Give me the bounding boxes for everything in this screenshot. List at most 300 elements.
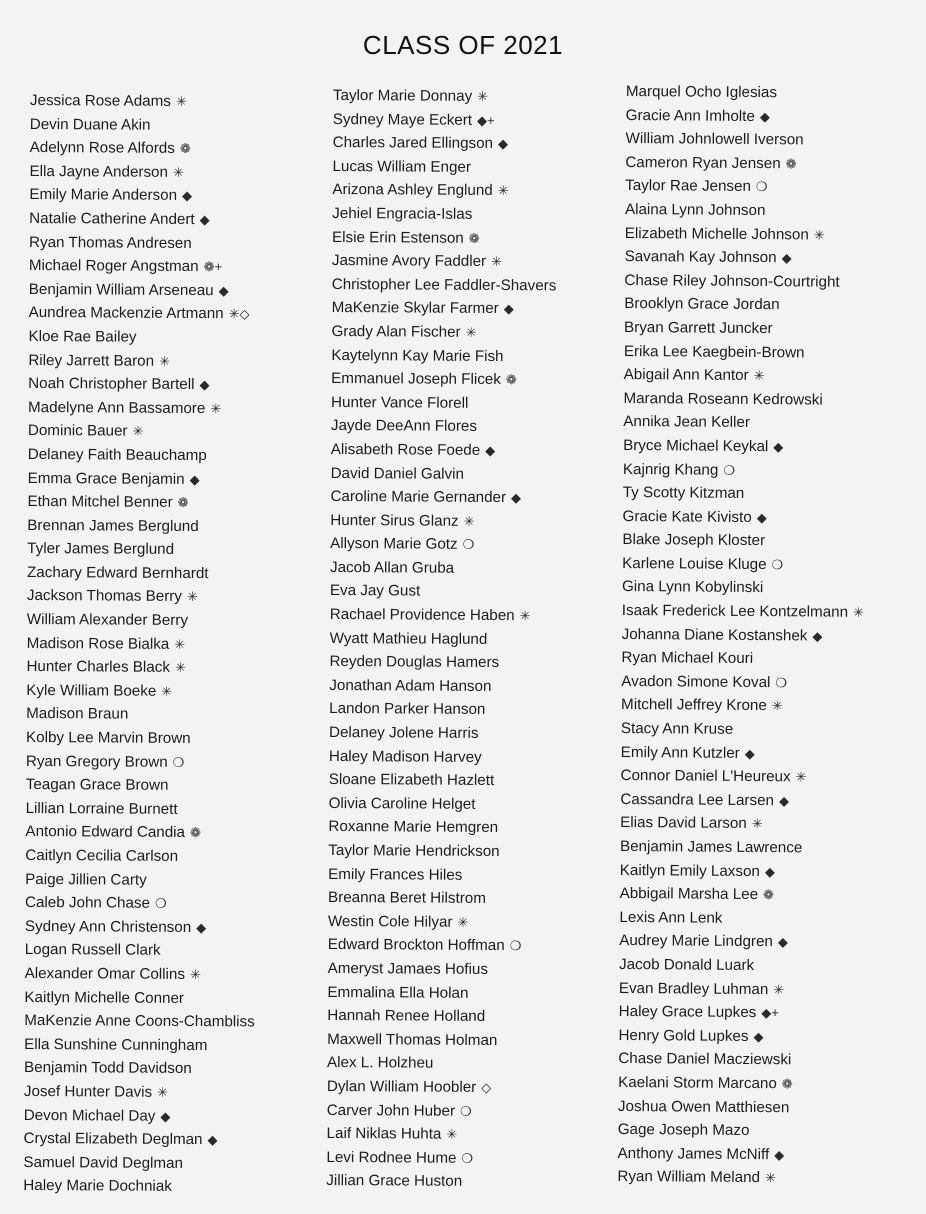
graduate-entry bbox=[619, 953, 909, 979]
graduate-entry bbox=[328, 839, 618, 864]
graduate-name: Lillian Lorraine Burnett bbox=[25, 799, 178, 818]
graduate-name: Grady Alan Fischer bbox=[331, 322, 461, 341]
honor-symbol-icon: ✳ bbox=[161, 683, 173, 699]
graduate-entry bbox=[619, 977, 909, 1003]
honor-symbol-icon: ✳◇ bbox=[228, 306, 250, 322]
honor-symbol-icon: ✳ bbox=[764, 1170, 776, 1186]
honor-symbol-icon: ❁ bbox=[179, 141, 191, 157]
graduate-name: Benjamin William Arseneau bbox=[28, 280, 214, 299]
graduate-entry bbox=[625, 127, 915, 153]
graduate-entry bbox=[618, 1118, 908, 1144]
graduate-entry bbox=[26, 702, 316, 727]
graduate-entry bbox=[625, 174, 915, 200]
graduate-name: Bryan Garrett Juncker bbox=[623, 318, 773, 338]
graduate-name: Jasmine Avory Faddler bbox=[331, 252, 487, 271]
graduate-entry bbox=[27, 632, 317, 657]
honor-symbol-icon: ◆ bbox=[756, 509, 767, 525]
graduate-name: MaKenzie Anne Coons-Chambliss bbox=[24, 1012, 255, 1031]
honor-symbol-icon: ✳ bbox=[771, 698, 783, 714]
honor-symbol-icon: ◆ bbox=[511, 490, 522, 506]
graduate-name: Anthony James McNiff bbox=[617, 1144, 770, 1163]
graduate-name: Rachael Providence Haben bbox=[329, 606, 515, 625]
graduate-name: Hunter Charles Black bbox=[26, 658, 171, 677]
honor-symbol-icon: ◆+ bbox=[477, 112, 495, 128]
honor-symbol-icon: ✳ bbox=[172, 164, 184, 180]
graduate-entry bbox=[624, 340, 914, 366]
graduate-entry bbox=[26, 797, 316, 822]
graduate-entry bbox=[621, 717, 911, 743]
graduate-entry bbox=[621, 741, 911, 767]
graduate-entry bbox=[25, 962, 315, 987]
graduate-name: Ryan Gregory Brown bbox=[25, 752, 168, 771]
graduate-name: Gina Lynn Kobylinski bbox=[621, 578, 764, 597]
honor-symbol-icon: ❁+ bbox=[203, 259, 223, 275]
graduate-entry bbox=[332, 178, 622, 203]
graduate-entry bbox=[328, 933, 618, 958]
honor-symbol-icon: ❍ bbox=[771, 557, 784, 573]
graduate-entry bbox=[24, 1056, 314, 1081]
graduate-entry bbox=[23, 1151, 313, 1176]
graduate-entry bbox=[331, 344, 621, 369]
honor-symbol-icon: ✳ bbox=[457, 914, 469, 930]
graduate-name: Allyson Marie Gotz bbox=[330, 535, 458, 554]
graduate-name: Elizabeth Michelle Johnson bbox=[624, 224, 809, 244]
graduate-name: Madelyne Ann Bassamore bbox=[28, 398, 206, 417]
graduate-name: Sydney Ann Christenson bbox=[24, 917, 192, 936]
graduate-entry bbox=[27, 514, 317, 539]
graduate-name: Reyden Douglas Hamers bbox=[329, 653, 500, 672]
graduate-name: Charles Jared Ellingson bbox=[332, 134, 494, 153]
honor-symbol-icon: ◇ bbox=[481, 1079, 492, 1095]
honor-symbol-icon: ❁ bbox=[177, 495, 189, 511]
graduate-entry bbox=[327, 981, 617, 1006]
graduate-name: Ryan Michael Kouri bbox=[621, 649, 754, 668]
graduate-name: Haley Madison Harvey bbox=[328, 747, 482, 766]
honor-symbol-icon: ❍ bbox=[172, 754, 185, 770]
graduate-entry bbox=[626, 80, 916, 106]
graduate-name: Connor Daniel L'Heureux bbox=[620, 767, 791, 786]
honor-symbol-icon: ✳ bbox=[446, 1126, 458, 1142]
graduate-entry bbox=[330, 485, 620, 510]
honor-symbol-icon: ◆ bbox=[764, 863, 775, 879]
name-column-3 bbox=[617, 80, 916, 1191]
graduate-name: Westin Cole Hilyar bbox=[327, 912, 453, 931]
graduate-entry bbox=[332, 273, 622, 298]
graduate-name: Caroline Marie Gernander bbox=[330, 488, 507, 507]
graduate-entry bbox=[333, 84, 623, 109]
graduate-name: Ryan William Meland bbox=[617, 1168, 761, 1187]
graduate-entry bbox=[622, 599, 912, 625]
honor-symbol-icon: ❁ bbox=[763, 887, 775, 903]
honor-symbol-icon: ◆ bbox=[781, 250, 792, 266]
graduate-entry bbox=[622, 575, 912, 601]
honor-symbol-icon: ✳ bbox=[157, 1084, 169, 1100]
graduate-name: Josef Hunter Davis bbox=[23, 1082, 153, 1101]
graduate-name: Erika Lee Kaegbein-Brown bbox=[623, 342, 805, 361]
graduate-entry bbox=[30, 113, 320, 138]
graduate-entry bbox=[618, 1047, 908, 1073]
honor-symbol-icon: ✳ bbox=[753, 368, 765, 384]
graduate-entry bbox=[333, 131, 623, 156]
graduate-name: Michael Roger Angstman bbox=[28, 257, 199, 276]
honor-symbol-icon: ❍ bbox=[462, 537, 475, 553]
graduate-entry bbox=[327, 1004, 617, 1029]
graduate-name: Sydney Maye Eckert bbox=[332, 110, 473, 129]
name-column-2 bbox=[326, 84, 623, 1195]
graduate-name: Marquel Ocho Iglesias bbox=[625, 82, 778, 102]
graduate-entry bbox=[328, 863, 618, 888]
graduate-name: Levi Rodnee Hume bbox=[326, 1148, 457, 1167]
graduate-entry bbox=[331, 320, 621, 345]
graduate-entry bbox=[27, 561, 317, 586]
graduate-entry bbox=[28, 372, 318, 397]
graduate-name: Isaak Frederick Lee Kontzelmann bbox=[621, 602, 849, 621]
honor-symbol-icon: ◆ bbox=[189, 471, 200, 487]
graduate-name: Brooklyn Grace Jordan bbox=[624, 295, 780, 314]
graduate-name: Lexis Ann Lenk bbox=[619, 908, 723, 927]
graduate-name: Tyler James Berglund bbox=[27, 540, 175, 559]
honor-symbol-icon: ◆ bbox=[497, 136, 509, 152]
honor-symbol-icon: ✳ bbox=[132, 423, 144, 440]
honor-symbol-icon: ◆ bbox=[207, 1132, 218, 1148]
graduate-name: Aundrea Mackenzie Artmann bbox=[28, 304, 224, 323]
graduate-name: Jacob Allan Gruba bbox=[329, 558, 455, 577]
graduate-entry bbox=[29, 278, 319, 303]
graduate-name: Cassandra Lee Larsen bbox=[620, 790, 775, 809]
graduate-entry bbox=[620, 764, 910, 790]
graduate-entry bbox=[329, 745, 619, 770]
graduate-name: Gracie Ann Imholte bbox=[625, 106, 755, 125]
graduate-name: Ella Jayne Anderson bbox=[29, 162, 169, 181]
graduate-name: Abigail Ann Kantor bbox=[623, 366, 749, 385]
graduate-entry bbox=[626, 104, 916, 130]
graduate-entry bbox=[28, 349, 318, 374]
honor-symbol-icon: ❁ bbox=[505, 372, 517, 388]
graduate-name: Joshua Owen Matthiesen bbox=[617, 1097, 790, 1116]
honor-symbol-icon: ◆ bbox=[160, 1108, 171, 1124]
honor-symbol-icon: ❁ bbox=[785, 156, 797, 172]
honor-symbol-icon: ✳ bbox=[497, 183, 509, 199]
graduate-entry bbox=[333, 108, 623, 133]
graduate-entry bbox=[27, 584, 317, 609]
graduate-entry bbox=[625, 245, 915, 271]
honor-symbol-icon: ◆+ bbox=[761, 1005, 779, 1021]
graduate-name: Taylor Marie Donnay bbox=[332, 86, 473, 105]
graduate-entry bbox=[618, 1024, 908, 1050]
honor-symbol-icon: ❍ bbox=[755, 179, 768, 195]
graduate-entry bbox=[620, 788, 910, 814]
graduate-entry bbox=[327, 1075, 617, 1100]
graduate-name: Stacy Ann Kruse bbox=[620, 720, 734, 738]
graduate-name: Breanna Beret Hilstrom bbox=[327, 889, 486, 908]
graduate-entry bbox=[332, 226, 622, 251]
graduate-entry bbox=[328, 886, 618, 911]
graduate-name: Devon Michael Day bbox=[23, 1106, 156, 1125]
graduate-entry bbox=[25, 938, 315, 963]
graduate-entry bbox=[27, 608, 317, 633]
graduate-name: Jessica Rose Adams bbox=[29, 91, 171, 110]
honor-symbol-icon: ◆ bbox=[485, 442, 496, 458]
graduate-entry bbox=[28, 466, 318, 491]
graduate-entry bbox=[29, 231, 319, 256]
graduate-entry bbox=[327, 1028, 617, 1053]
graduate-entry bbox=[24, 1104, 314, 1129]
graduate-entry bbox=[30, 136, 320, 161]
graduate-name: Alexander Omar Collins bbox=[24, 964, 186, 983]
graduate-name: Karlene Louise Kluge bbox=[622, 554, 767, 573]
graduate-entry bbox=[331, 391, 621, 416]
graduate-entry bbox=[26, 773, 316, 798]
graduate-name: Roxanne Marie Hemgren bbox=[328, 818, 499, 837]
honor-symbol-icon: ◆ bbox=[182, 188, 193, 204]
graduate-name: Samuel David Deglman bbox=[23, 1153, 184, 1172]
honor-symbol-icon: ◆ bbox=[199, 212, 210, 228]
graduate-name: Sloane Elizabeth Hazlett bbox=[328, 771, 495, 790]
graduate-entry bbox=[30, 89, 320, 114]
graduate-entry bbox=[25, 820, 315, 845]
graduate-entry bbox=[327, 1051, 617, 1076]
graduate-entry bbox=[26, 750, 316, 775]
graduate-name: Olivia Caroline Helget bbox=[328, 794, 476, 813]
graduate-name: Benjamin Todd Davidson bbox=[23, 1059, 192, 1078]
graduate-entry bbox=[329, 674, 619, 699]
graduate-entry bbox=[330, 556, 620, 581]
graduate-entry bbox=[27, 537, 317, 562]
honor-symbol-icon: ✳ bbox=[853, 604, 865, 620]
graduate-name: Mitchell Jeffrey Krone bbox=[621, 696, 767, 715]
graduate-entry bbox=[624, 316, 914, 342]
graduate-name: Kajnrig Khang bbox=[622, 460, 719, 479]
honor-symbol-icon: ❍ bbox=[723, 462, 736, 478]
graduate-name: Alaina Lynn Johnson bbox=[624, 200, 766, 220]
graduate-name: Arizona Ashley Englund bbox=[332, 181, 493, 200]
graduate-entry bbox=[28, 396, 318, 421]
graduate-name: Benjamin James Lawrence bbox=[619, 837, 803, 857]
graduate-entry bbox=[620, 859, 910, 885]
graduate-name: Emily Marie Anderson bbox=[29, 186, 178, 205]
graduate-name: Haley Grace Lupkes bbox=[618, 1003, 757, 1022]
graduate-name: Hunter Vance Florell bbox=[331, 393, 469, 412]
graduate-entry bbox=[27, 490, 317, 515]
honor-symbol-icon: ◆ bbox=[777, 934, 788, 950]
honor-symbol-icon: ◆ bbox=[753, 1028, 764, 1044]
graduate-entry bbox=[623, 410, 913, 436]
graduate-name: Emma Grace Benjamin bbox=[27, 469, 185, 488]
graduate-name: Kloe Rae Bailey bbox=[28, 327, 137, 346]
graduate-entry bbox=[331, 414, 621, 439]
graduate-name: Avadon Simone Koval bbox=[621, 672, 771, 691]
graduate-name: Ameryst Jamaes Hofius bbox=[327, 959, 489, 978]
graduate-entry bbox=[620, 811, 910, 837]
graduate-entry bbox=[26, 679, 316, 704]
graduate-entry bbox=[331, 438, 621, 463]
graduate-entry bbox=[24, 1127, 314, 1152]
graduate-entry bbox=[26, 655, 316, 680]
graduate-entry bbox=[332, 249, 622, 274]
honor-symbol-icon: ❍ bbox=[461, 1150, 474, 1166]
graduate-entry bbox=[624, 292, 914, 318]
honor-symbol-icon: ✳ bbox=[813, 227, 825, 243]
graduate-name: Laif Niklas Huhta bbox=[326, 1125, 442, 1143]
graduate-name: Maranda Roseann Kedrowski bbox=[623, 389, 823, 409]
graduate-name: Abbigail Marsha Lee bbox=[619, 885, 759, 904]
graduate-name: MaKenzie Skylar Farmer bbox=[331, 299, 499, 318]
graduate-name: Taylor Rae Jensen bbox=[625, 177, 752, 196]
honor-symbol-icon: ❍ bbox=[509, 938, 522, 954]
graduate-name: Delaney Jolene Harris bbox=[328, 724, 479, 742]
graduate-entry bbox=[622, 528, 912, 554]
graduate-entry bbox=[327, 1099, 617, 1124]
graduate-name: Delaney Faith Beauchamp bbox=[27, 445, 207, 464]
honor-symbol-icon: ✳ bbox=[477, 88, 489, 104]
graduate-name: Alex L. Holzheu bbox=[326, 1054, 434, 1072]
graduate-entry bbox=[331, 367, 621, 392]
honor-symbol-icon: ◆ bbox=[759, 108, 770, 124]
graduate-entry bbox=[29, 160, 319, 185]
graduate-name: Elias David Larson bbox=[620, 814, 747, 833]
graduate-entry bbox=[327, 1122, 617, 1147]
graduate-name: Emmanuel Joseph Flicek bbox=[331, 370, 501, 389]
graduate-name: Cameron Ryan Jensen bbox=[625, 153, 781, 172]
graduate-name: Landon Parker Hanson bbox=[329, 700, 486, 719]
graduate-entry bbox=[620, 882, 910, 908]
graduate-entry bbox=[621, 670, 911, 696]
graduate-name: Antonio Edward Candia bbox=[25, 823, 186, 842]
graduate-name: Jonathan Adam Hanson bbox=[329, 676, 492, 695]
honor-symbol-icon: ◆ bbox=[778, 793, 790, 809]
graduate-name: Emily Ann Kutzler bbox=[620, 743, 740, 762]
graduate-entry bbox=[328, 957, 618, 982]
graduate-name: Chase Daniel Macziewski bbox=[618, 1050, 792, 1069]
graduate-entry bbox=[28, 419, 318, 444]
graduate-name: Hannah Renee Holland bbox=[327, 1007, 486, 1026]
graduate-entry bbox=[23, 1174, 313, 1199]
graduate-entry bbox=[330, 509, 620, 534]
honor-symbol-icon: ◆ bbox=[503, 301, 514, 317]
graduate-name: Maxwell Thomas Holman bbox=[327, 1030, 498, 1049]
graduate-name: Noah Christopher Bartell bbox=[28, 375, 195, 394]
graduate-entry bbox=[25, 868, 315, 893]
graduate-entry bbox=[29, 183, 319, 208]
graduate-name: William Johnlowell Iverson bbox=[625, 130, 804, 149]
honor-symbol-icon: ✳ bbox=[463, 513, 475, 529]
graduate-name: Bryce Michael Keykal bbox=[623, 436, 769, 456]
graduate-name: Jayde DeeAnn Flores bbox=[330, 417, 478, 436]
graduate-name: Adelynn Rose Alfords bbox=[29, 139, 175, 158]
graduate-entry bbox=[24, 986, 314, 1011]
graduate-name: Annika Jean Keller bbox=[623, 413, 751, 432]
name-column-1 bbox=[23, 89, 320, 1200]
honor-symbol-icon: ✳ bbox=[175, 93, 187, 109]
graduate-entry bbox=[622, 505, 912, 531]
graduate-name: David Daniel Galvin bbox=[330, 464, 465, 483]
graduate-entry bbox=[329, 697, 619, 722]
graduate-entry bbox=[619, 1000, 909, 1026]
honor-symbol-icon: ✳ bbox=[186, 589, 198, 605]
graduate-name: Kaelani Storm Marcano bbox=[618, 1073, 777, 1093]
graduate-entry bbox=[618, 1071, 908, 1097]
graduate-name: Hunter Sirus Glanz bbox=[330, 511, 459, 530]
honor-symbol-icon: ✳ bbox=[174, 660, 186, 676]
graduate-name: Jehiel Engracia-Islas bbox=[332, 204, 473, 223]
graduate-name: Henry Gold Lupkes bbox=[618, 1026, 749, 1045]
graduate-name: Kaitlyn Michelle Conner bbox=[24, 988, 185, 1007]
graduate-name: Carver John Huber bbox=[326, 1101, 456, 1120]
graduate-entry bbox=[25, 915, 315, 940]
graduate-name: Brennan James Berglund bbox=[27, 516, 199, 535]
graduate-name: Eva Jay Gust bbox=[329, 582, 421, 601]
graduate-name: Ethan Mitchel Benner bbox=[27, 493, 173, 511]
graduate-entry bbox=[617, 1142, 907, 1168]
graduate-name: Madison Rose Bialka bbox=[26, 634, 170, 653]
graduate-entry bbox=[329, 768, 619, 793]
graduate-entry bbox=[624, 363, 914, 389]
graduate-entry bbox=[332, 296, 622, 321]
graduate-name: Jacob Donald Luark bbox=[618, 955, 755, 975]
graduate-name: William Alexander Berry bbox=[26, 611, 189, 630]
graduate-entry bbox=[329, 721, 619, 746]
graduate-name: Jackson Thomas Berry bbox=[26, 587, 182, 606]
graduate-entry bbox=[330, 532, 620, 557]
honor-symbol-icon: ✳ bbox=[174, 636, 186, 652]
graduate-name: Jillian Grace Huston bbox=[326, 1172, 463, 1191]
graduate-entry bbox=[329, 650, 619, 675]
honor-symbol-icon: ◆ bbox=[218, 282, 229, 298]
graduate-entry bbox=[618, 1095, 908, 1121]
graduate-name: Lucas William Enger bbox=[332, 157, 471, 176]
graduate-entry bbox=[29, 207, 319, 232]
graduate-name: Emily Frances Hiles bbox=[328, 865, 463, 884]
graduate-entry bbox=[625, 222, 915, 248]
graduate-entry bbox=[621, 646, 911, 672]
graduate-entry bbox=[621, 693, 911, 719]
honor-symbol-icon: ✳ bbox=[159, 353, 171, 369]
graduate-entry bbox=[330, 627, 620, 652]
graduate-entry bbox=[622, 552, 912, 578]
graduate-entry bbox=[623, 457, 913, 483]
graduate-name: Taylor Marie Hendrickson bbox=[328, 841, 500, 861]
graduate-entry bbox=[28, 443, 318, 468]
graduate-name: Christopher Lee Faddler-Shavers bbox=[331, 275, 557, 295]
graduate-name: Wyatt Mathieu Haglund bbox=[329, 629, 488, 648]
graduate-name: Elsie Erin Estenson bbox=[332, 228, 464, 247]
graduate-name: Paige Jillien Carty bbox=[25, 870, 147, 889]
honor-symbol-icon: ✳ bbox=[519, 608, 531, 624]
graduate-entry bbox=[622, 623, 912, 649]
graduate-entry bbox=[25, 891, 315, 916]
graduate-entry bbox=[330, 603, 620, 628]
graduate-name: Chase Riley Johnson-Courtright bbox=[624, 271, 840, 291]
honor-symbol-icon: ◆ bbox=[196, 919, 207, 935]
graduate-name: Natalie Catherine Andert bbox=[29, 209, 195, 228]
graduate-name: Devin Duane Akin bbox=[29, 115, 151, 134]
honor-symbol-icon: ❍ bbox=[154, 895, 167, 912]
honor-symbol-icon: ✳ bbox=[773, 981, 785, 997]
graduate-entry bbox=[24, 1009, 314, 1034]
graduate-entry bbox=[28, 325, 318, 350]
graduate-name: Ty Scotty Kitzman bbox=[622, 484, 745, 503]
honor-symbol-icon: ✳ bbox=[210, 400, 222, 416]
graduate-name: Caleb John Chase bbox=[24, 894, 151, 912]
graduate-name: Kyle William Boeke bbox=[26, 681, 157, 700]
graduate-name: Emmalina Ella Holan bbox=[327, 983, 469, 1002]
honor-symbol-icon: ✳ bbox=[795, 769, 807, 785]
honor-symbol-icon: ❁ bbox=[781, 1076, 793, 1092]
graduate-name: Dylan William Hoobler bbox=[326, 1077, 477, 1096]
graduate-entry bbox=[330, 579, 620, 604]
graduate-entry bbox=[623, 434, 913, 460]
graduate-entry bbox=[29, 254, 319, 279]
